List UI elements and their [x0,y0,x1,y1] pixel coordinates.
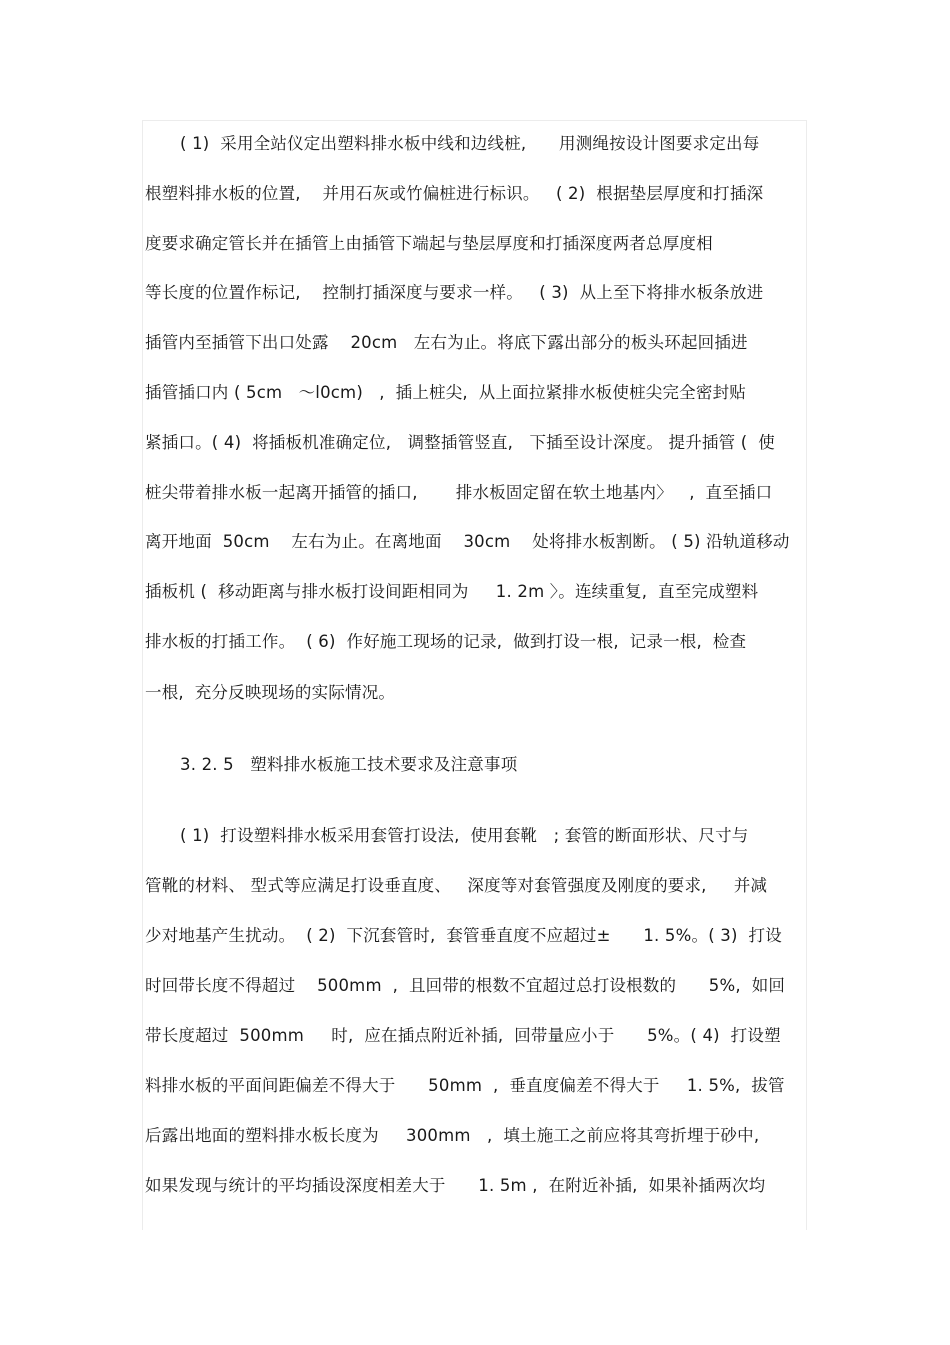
paragraph-2-line: ( 1) 打设塑料排水板采用套管打设法, 使用套靴 ; 套管的断面形状、尺寸与 [180,826,749,845]
paragraph-1-line: 紧插口。( 4) 将插板机准确定位, 调整插管竖直, 下插至设计深度。 提升插管 ( 使 [145,433,775,452]
paragraph-1-line: 插管插口内 ( 5cm ～l0cm) , 插上桩尖, 从上面拉紧排水板使桩尖完全密封贴 [145,383,746,402]
paragraph-2-line: 后露出地面的塑料排水板长度为 300mm , 填土施工之前应将其弯折埋于砂中, [145,1126,760,1145]
paragraph-1-line: 插管内至插管下出口处露 20cm 左右为止。将底下露出部分的板头环起回插进 [145,333,748,352]
paragraph-1-line: 度要求确定管长并在插管上由插管下端起与垫层厚度和打插深度两者总厚度相 [145,234,713,253]
paragraph-1-line: 插板机 ( 移动距离与排水板打设间距相同为 1. 2m 〉。连续重复, 直至完成塑料 [145,582,759,601]
paragraph-2-line: 如果发现与统计的平均插设深度相差大于 1. 5m , 在附近补插, 如果补插两次均 [145,1176,766,1195]
paragraph-2-line: 带长度超过 500mm 时, 应在插点附近补插, 回带量应小于 5%。( 4) 打设塑 [145,1026,781,1045]
paragraph-1-line: 等长度的位置作标记, 控制打插深度与要求一样。 ( 3) 从上至下将排水板条放进 [145,283,764,302]
section-heading: 3. 2. 5 塑料排水板施工技术要求及注意事项 [180,755,518,774]
paragraph-2-line: 管靴的材料、 型式等应满足打设垂直度、 深度等对套管强度及刚度的要求, 并减 [145,876,768,895]
paragraph-1-line: 排水板的打插工作。 ( 6) 作好施工现场的记录, 做到打设一根, 记录一根, 检查 [145,632,747,651]
paragraph-2-line: 料排水板的平面间距偏差不得大于 50mm , 垂直度偏差不得大于 1. 5%, 拔管 [145,1076,785,1095]
paragraph-1-line: 桩尖带着排水板一起离开插管的插口, 排水板固定留在软土地基内〉 , 直至插口 [145,483,773,502]
paragraph-2-line: 时回带长度不得超过 500mm , 且回带的根数不宜超过总打设根数的 5%, 如回 [145,976,786,995]
paragraph-2-line: 少对地基产生扰动。 ( 2) 下沉套管时, 套管垂直度不应超过± 1. 5%。( 3) 打设 [145,926,782,945]
paragraph-1-line: 离开地面 50cm 左右为止。在离地面 30cm 处将排水板割断。 ( 5) 沿轨道移动 [145,532,790,551]
paragraph-1-line: 根塑料排水板的位置, 并用石灰或竹偏桩进行标识。 ( 2) 根据垫层厚度和打插深 [145,184,764,203]
paragraph-1-line: ( 1) 采用全站仪定出塑料排水板中线和边线桩, 用测绳按设计图要求定出每 [180,134,760,153]
paragraph-1-line: 一根, 充分反映现场的实际情况。 [145,683,396,702]
